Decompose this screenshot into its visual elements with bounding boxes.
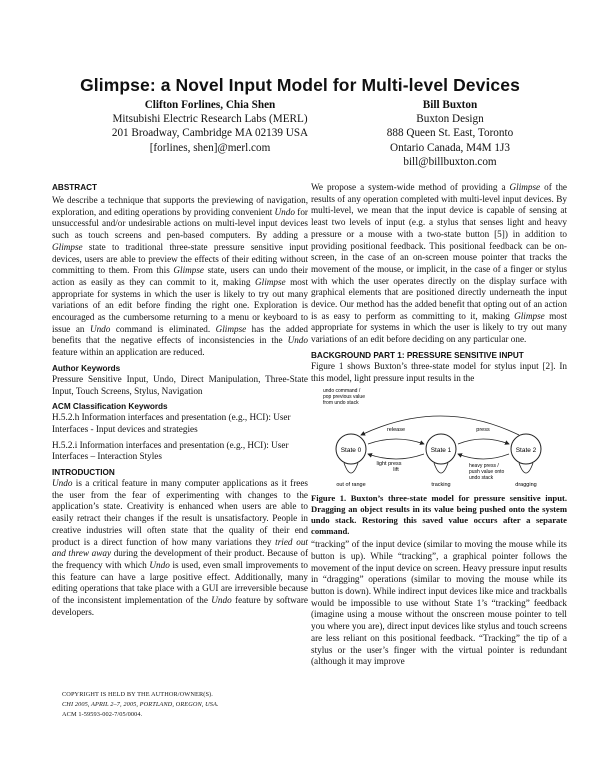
left-column <box>52 182 308 623</box>
author-address: 201 Broadway, Cambridge MA 02139 USA <box>111 127 309 140</box>
right-column <box>311 182 567 672</box>
acm-class-1: H.5.2.h Information interfaces and presentation (e.g., HCI): User Interfaces - Input devices and strategies <box>52 412 291 434</box>
dragging-label: dragging <box>515 482 537 489</box>
release-label: release <box>386 427 406 434</box>
figure-1-state-diagram <box>311 387 567 489</box>
acm-class-2: H.5.2.i Information interfaces and presentation (e.g., HCI): User Interfaces – Interaction Styles <box>52 439 289 462</box>
state-diagram <box>311 387 567 489</box>
lift-label: lift <box>393 467 399 474</box>
background-paragraph: Figure 1 shows Buxton’s three-state model for stylus input [2]. In this model, light pressure input results in the <box>311 360 567 383</box>
acm-heading: ACM Classification Keywords <box>52 402 168 412</box>
author-org: Mitsubishi Electric Research Labs (MERL) <box>112 113 308 126</box>
undo-command-label: undo command / pop previous value from undo stack <box>323 388 365 407</box>
author-address-line2: Ontario Canada, M4M 1J3 <box>390 141 510 154</box>
author-names: Bill Buxton <box>422 99 478 111</box>
author-address-line1: 888 Queen St. East, Toronto <box>386 127 514 140</box>
arrow-2-to-1 <box>458 454 509 459</box>
introduction-paragraph: Undo is a critical feature in many computer applications as it frees the user from the fear of experimenting with changes to the application’s state. Creativity is enhanced when users are able to easily retract their changes if the result is unsatisfactory. People in creative industries will often state that the quality of their end product is a direct function of how many variations they tried out and threw away during the development of their product. Because of the frequency with which Undo is used, even small improvements to this feature can have a large positive effect. Additionally, many editing operations that take place with a GUI are irreversible because of the inconsistent implementation of the Undo feature by software developers. <box>52 478 309 617</box>
introduction-heading: INTRODUCTION <box>52 468 115 478</box>
tracking-label: tracking <box>431 482 451 489</box>
author-email[interactable]: [forlines, shen]@merl.com <box>149 141 271 154</box>
abstract-heading: ABSTRACT <box>52 183 98 192</box>
heavy-press-label: heavy press / push value onto undo stack <box>469 463 505 482</box>
paper-title: Glimpse: a Novel Input Model for Multi-level Devices <box>80 75 520 95</box>
keywords-text: Pressure Sensitive Input, Undo, Direct Manipulation, Three-State Input, Touch Screens, Stylus, Navigation <box>52 373 308 396</box>
author-block-right <box>330 98 570 169</box>
author-names: Clifton Forlines, Chia Shen <box>144 99 276 111</box>
abstract-paragraph: We describe a technique that supports the previewing of navigation, exploration, and editing operations by providing convenient Undo for unsuccessful and/or undesirable actions on multi-level input devices such as touch screens and pen-based computers. By adding a Glimpse state to traditional three-state pressure sensitive input devices, users are able to preview the effects of their editing without committing to them. From this Glimpse state, users can undo their action as easily as they can commit to it, making Glimpse most appropriate for systems in which the user is likely to try out many variations of an edit before finding the right one. Exploration is encouraged as the cumbersome returning to a menu or keyboard to issue an Undo command is eliminated. Glimpse has the added benefits that the negative effects of inconsistencies in the Undo feature within an application are reduced. <box>52 195 308 358</box>
copyright-line: COPYRIGHT IS HELD BY THE AUTHOR/OWNER(S). <box>62 691 213 698</box>
author-email[interactable]: bill@billbuxton.com <box>403 155 497 168</box>
press-label: press <box>476 427 490 434</box>
state-2-label: State 2 <box>515 447 537 455</box>
arrow-0-to-1 <box>368 439 424 444</box>
out-of-range-label: out of range <box>336 482 366 489</box>
tracking-paragraph: “tracking” of the input device (similar to moving the mouse while its button is up). While “tracking”, a graphical pointer follows the movement of the input device on screen. Heavy pressure input results in “dragging” operations (similar to moving the mouse while its button is down). While indirect input devices like mice and trackballs would be impossible to use without State 1’s “tracking” feedback (imagine using a mouse without the onscreen mouse pointer to tell you where you are), direct input devices like stylus and touch screens are less reliant on this positional feedback. “Tracking” the tip of a stylus or the user’s finger with the virtual pointer is redundant (although it may improve <box>311 539 567 667</box>
keywords-heading: Author Keywords <box>52 363 121 373</box>
conference-line: CHI 2005, APRIL 2–7, 2005, PORTLAND, OREGON, USA. <box>62 701 219 708</box>
figure-1-caption: Figure 1. Buxton’s three-state model for pressure sensitive input. Dragging an object results in its value being pushed onto the system undo stack. Restoring this saved value occurs after a separate command. <box>311 493 567 537</box>
author-block-left <box>60 98 360 155</box>
arrow-undo-2-to-0 <box>361 416 519 435</box>
author-org: Buxton Design <box>416 113 484 126</box>
acm-number-line: ACM 1-59593-002-7/05/0004. <box>62 711 143 718</box>
arrow-1-to-2 <box>458 439 509 444</box>
background-heading: BACKGROUND PART 1: PRESSURE SENSITIVE INPUT <box>311 350 524 360</box>
proposal-paragraph: We propose a system-wide method of providing a Glimpse of the results of any operation completed with multi-level input devices. By multi-level, we mean that the input device is capable of sensing at least two levels of input (e.g. a stylus that senses light and heavy pressure or a mouse with a two-state button [5]) in addition to providing positional feedback. This positional feedback can be on-screen, in the case of an on-screen mouse pointer that tracks the movement of the mouse, or implicit, in the case of a finger or stylus with which the user operates directly on the display surface with graphical elements that are positioned directly underneath the input device. Our method has the added benefit that opting out of an action is as easy to perform as committing to it, making Glimpse most appropriate for systems in which the user is likely to try out many variations of an edit before deciding on any particular one. <box>311 182 567 345</box>
state-0-label: State 0 <box>340 447 362 455</box>
arrow-1-to-0 <box>368 454 424 459</box>
light-press-label: light press <box>376 461 402 468</box>
state-1-label: State 1 <box>430 447 452 455</box>
copyright-notice <box>62 690 312 720</box>
